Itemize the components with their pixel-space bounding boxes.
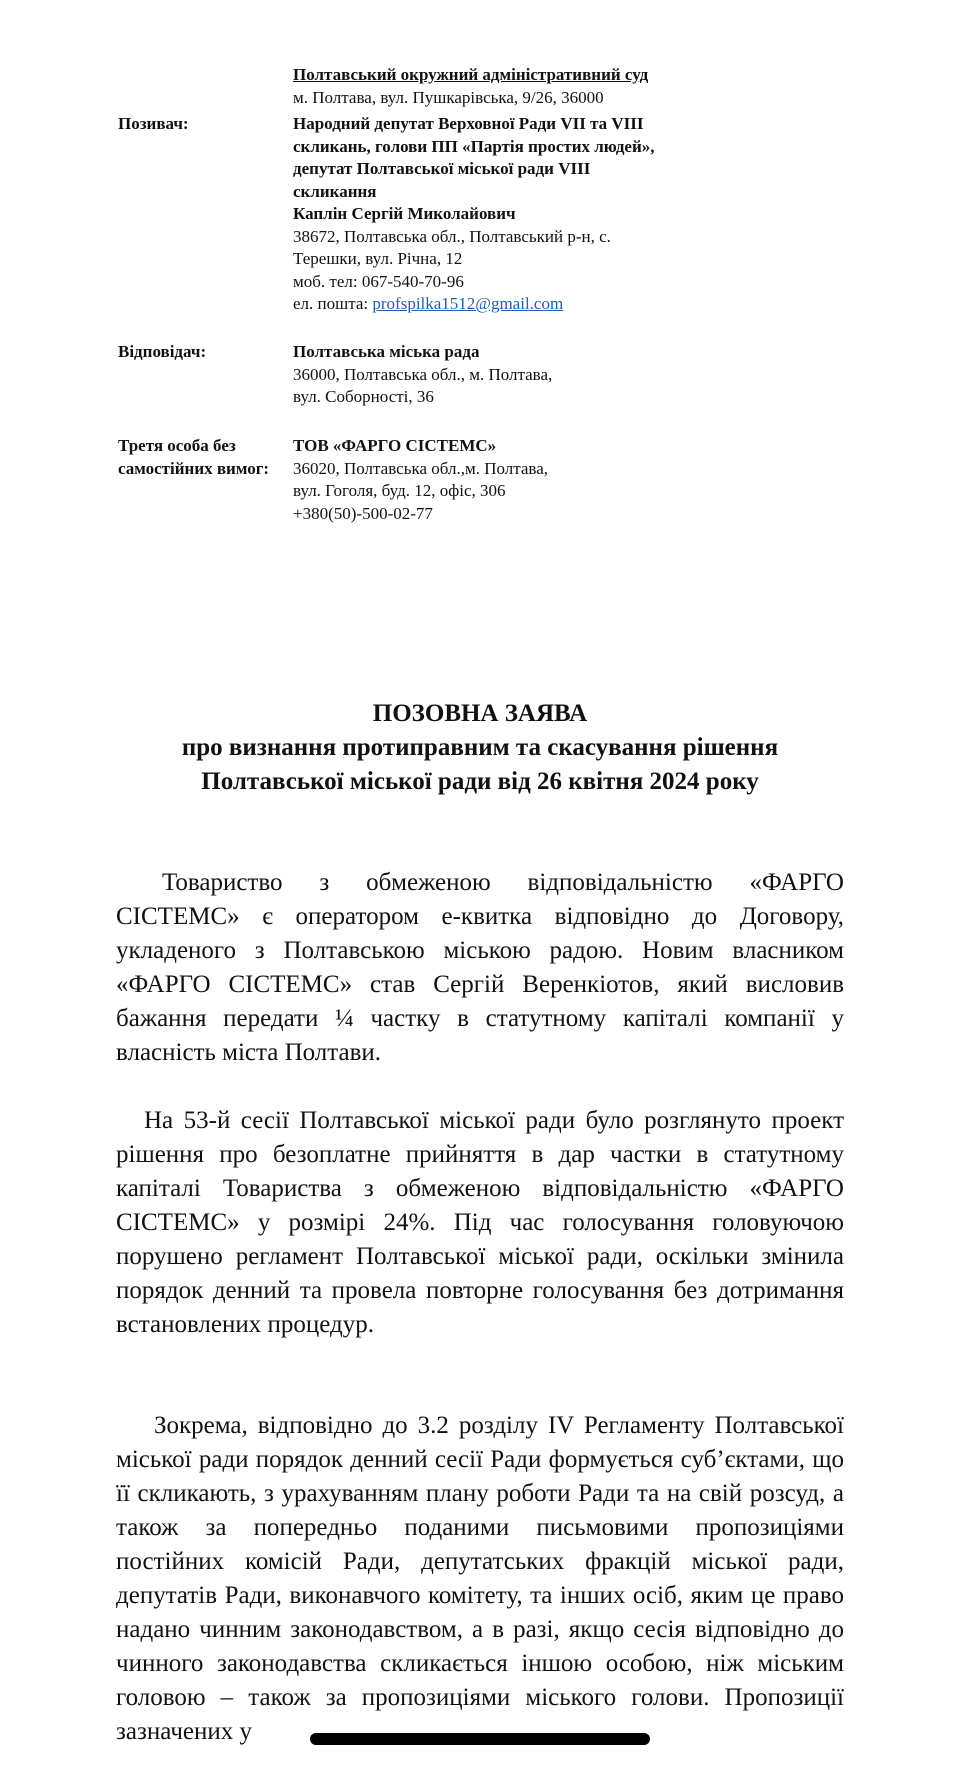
defendant-label: Відповідач: <box>118 342 207 361</box>
defendant-name: Полтавська міська рада <box>293 342 480 361</box>
third-party-details <box>293 435 853 525</box>
document-title-subtitle: Полтавської міської ради від 26 квітня 2024 року <box>201 768 759 795</box>
home-indicator[interactable] <box>310 1733 650 1745</box>
plaintiff-email-link[interactable]: profspilka1512@gmail.com <box>372 294 564 313</box>
plaintiff-phone: моб. тел: 067-540-70-96 <box>293 271 464 291</box>
body-paragraph: Зокрема, відповідно до 3.2 розділу IV Регламенту Полтавської міської ради порядок денний сесії Ради формується суб’єктами, що її скликають, з урахуванням плану роботи Ради та на свій розсуд, а також за попередньо поданими письмовими пропозиціями постійних комісій Ради, депутатських фракцій міської ради, депутатів Ради, виконавчого комітету, та інших осіб, яким це право надано чинним законодавством, а в разі, якщо сесія відповідно до чинного законодавства скликається іншою особою, ніж міським головою – також за пропозиціями міського голови. Пропозиції зазначених у <box>116 1412 844 1745</box>
defendant-address-line: 36000, Полтавська обл., м. Полтава, <box>293 364 553 384</box>
plaintiff-title-line: депутат Полтавської міської ради VIII <box>293 159 591 178</box>
body-paragraph: На 53-й сесії Полтавської міської ради було розглянуто проект рішення про безоплатне прийняття в дар частки в статутному капіталі Товариства з обмеженою відповідальністю «ФАРГО СІСТЕМС» у розмірі 24%. Під час голосування головуючою порушено регламент Полтавської міської ради, оскільки змінила порядок денний та провела повторне голосування без дотримання встановлених процедур. <box>116 1107 844 1338</box>
plaintiff-title-line: скликань, голови ПП «Партія простих людей», <box>293 136 655 156</box>
defendant-address-line: вул. Соборності, 36 <box>293 387 434 406</box>
court-name: Полтавський окружний адміністративний суд <box>293 65 649 84</box>
plaintiff-title-line: Народний депутат Верховної Ради VII та VIII <box>293 114 644 133</box>
body-paragraph: Товариство з обмеженою відповідальністю «ФАРГО СІСТЕМС» є оператором е-квитка відповідно до Договору, укладеного з Полтавською міською радою. Новим власником «ФАРГО СІСТЕМС» став Сергій Веренкіотов, який висловив бажання передати ¼ частку в статутному капіталі компанії у власність міста Полтави. <box>116 869 844 1066</box>
plaintiff-details <box>293 113 853 316</box>
third-party-label-line: самостійних вимог: <box>118 458 270 478</box>
court-details <box>293 64 853 109</box>
third-party-address-line: 36020, Полтавська обл.,м. Полтава, <box>293 458 549 478</box>
plaintiff-email-line <box>293 293 853 316</box>
court-address: м. Полтава, вул. Пушкарівська, 9/26, 36000 <box>293 87 604 107</box>
plaintiff-name: Каплін Сергій Миколайович <box>293 204 516 223</box>
third-party-label <box>118 435 293 480</box>
defendant-details <box>293 341 853 409</box>
third-party-label-line: Третя особа без <box>118 436 236 455</box>
third-party-phone: +380(50)-500-02-77 <box>293 503 433 523</box>
plaintiff-address-line: Терешки, вул. Річна, 12 <box>293 249 463 268</box>
third-party-name: ТОВ «ФАРГО СІСТЕМС» <box>293 436 497 455</box>
plaintiff-title-line: скликання <box>293 181 377 201</box>
third-party-address-line: вул. Гоголя, буд. 12, офіс, 306 <box>293 481 506 500</box>
document-title-main: ПОЗОВНА ЗАЯВА <box>372 700 588 727</box>
plaintiff-email-label: ел. пошта: <box>293 294 373 313</box>
plaintiff-address-line: 38672, Полтавська обл., Полтавський р-н, с. <box>293 226 611 246</box>
document-title-subtitle: про визнання протиправним та скасування рішення <box>181 734 779 761</box>
plaintiff-label: Позивач: <box>118 114 189 133</box>
document-title <box>0 697 960 799</box>
